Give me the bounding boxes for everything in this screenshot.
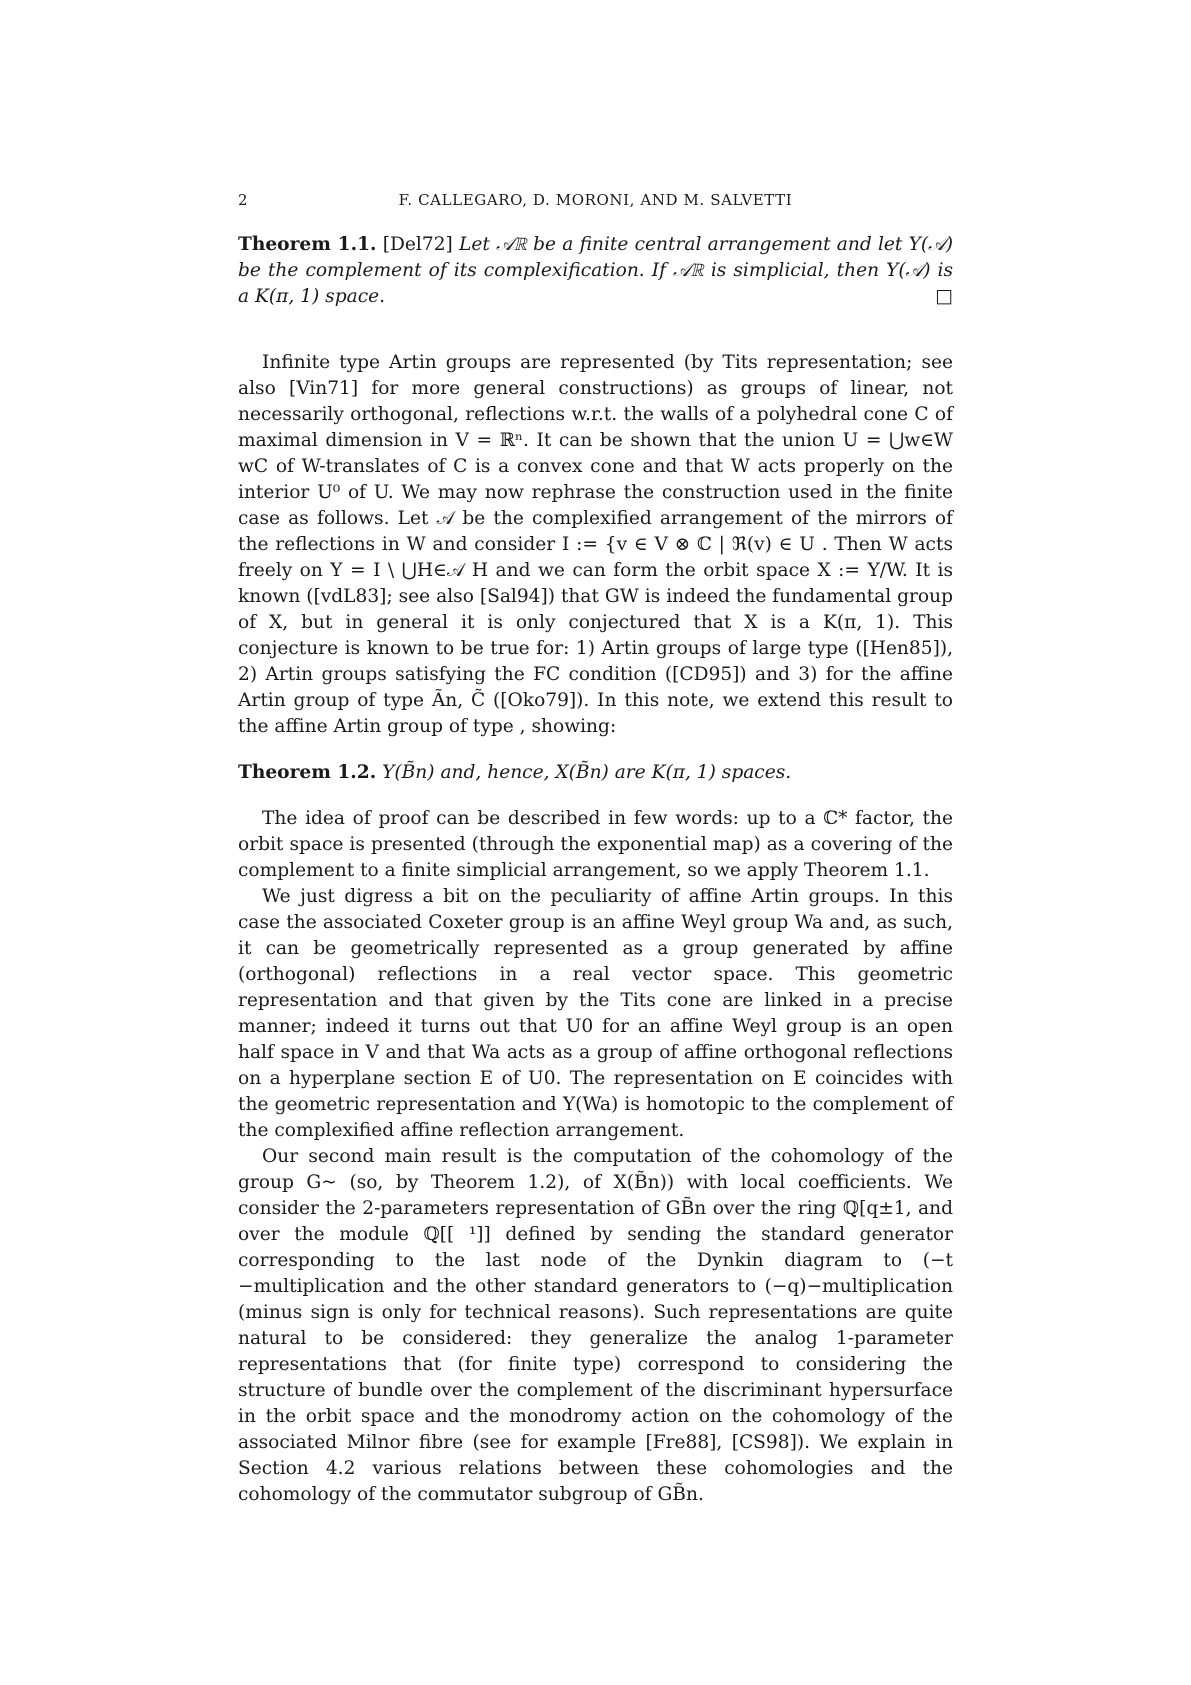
theorem-1-1-citation: [Del72] [382, 234, 453, 255]
theorem-1-2-label: Theorem 1.2. [238, 762, 377, 783]
paragraph-proof-idea: The idea of proof can be described in few words: up to a ℂ* factor, the orbit space is presented (through the exponential map) as a covering of the complement to a finite simplicial arrangement, so we apply Theorem 1.1. [238, 808, 953, 881]
running-header-authors: F. CALLEGARO, D. MORONI, AND M. SALVETTI [398, 191, 793, 209]
paragraph-second-result: Our second main result is the computation of the cohomology of the group G~ (so, by Theorem 1.2), of X(B̃n)) with local coefficients. We consider the 2-parameters representation of GB̃n over the ring ℚ[q±1, and over the module ℚ[[ ¹]] defined by sending the standard generator corresponding to the last node of the Dynkin diagram to (−t −multiplication and the other standard generators to (−q)−multiplication (minus sign is only for technical reasons). Such representations are quite natural to be considered: they generalize the analog 1-parameter representations that (for finite type) correspond to considering the structure of bundle over the complement of the discriminant hypersurface in the orbit space and the monodromy action on the cohomology of the associated Milnor fibre (see for example [Fre88], [CS98]). We explain in Section 4.2 various relations between these cohomologies and the cohomology of the commutator subgroup of GB̃n. [238, 1146, 953, 1505]
page-number: 2 [238, 191, 249, 209]
theorem-1-2 [238, 760, 953, 786]
paragraph-affine-artin: We just digress a bit on the peculiarity of affine Artin groups. In this case the associated Coxeter group is an affine Weyl group Wa and, as such, it can be geometrically represented as a group generated by affine (orthogonal) reflections in a real vector space. This geometric representation and that given by the Tits cone are linked in a precise manner; indeed it turns out that U0 for an affine Weyl group is an open half space in V and that Wa acts as a group of affine orthogonal reflections on a hyperplane section E of U0. The representation on E coincides with the geometric representation and Y(Wa) is homotopic to the complement of the complexified affine reflection arrangement. [238, 886, 953, 1141]
theorem-1-2-statement: Y(B̃n) and, hence, X(B̃n) are K(π, 1) spaces. [382, 762, 792, 783]
theorem-1-1-label: Theorem 1.1. [238, 234, 377, 255]
page-body [238, 232, 953, 1508]
running-header [238, 191, 953, 217]
qed-symbol: □ [935, 286, 953, 307]
paragraph-artin-groups: Infinite type Artin groups are represented (by Tits representation; see also [Vin71] for more general constructions) as groups of linear, not necessarily orthogonal, reflections w.r.t. the walls of a polyhedral cone C of maximal dimension in V = ℝⁿ. It can be shown that the union U = ⋃w∈W wC of W-translates of C is a convex cone and that W acts properly on the interior U⁰ of U. We may now rephrase the construction used in the finite case as follows. Let 𝒜 be the complexified arrangement of the mirrors of the reflections in W and consider I := {v ∈ V ⊗ ℂ | ℜ(v) ∈ U . Then W acts freely on Y = I \ ⋃H∈𝒜 H and we can form the orbit space X := Y/W. It is known ([vdL83]; see also [Sal94]) that GW is indeed the fundamental group of X, but in general it is only conjectured that X is a K(π, 1). This conjecture is known to be true for: 1) Artin groups of large type ([Hen85]), 2) Artin groups satisfying the FC condition ([CD95]) and 3) for the affine Artin group of type Ãn, C̃ ([Oko79]). In this note, we extend this result to the affine Artin group of type , showing: [238, 352, 953, 737]
theorem-1-1 [238, 232, 953, 310]
theorem-1-1-statement: Let 𝒜ℝ be a finite central arrangement and let Y(𝒜) be the complement of its complexification. If 𝒜ℝ is simplicial, then Y(𝒜) is a K(π, 1) space. [238, 234, 954, 307]
